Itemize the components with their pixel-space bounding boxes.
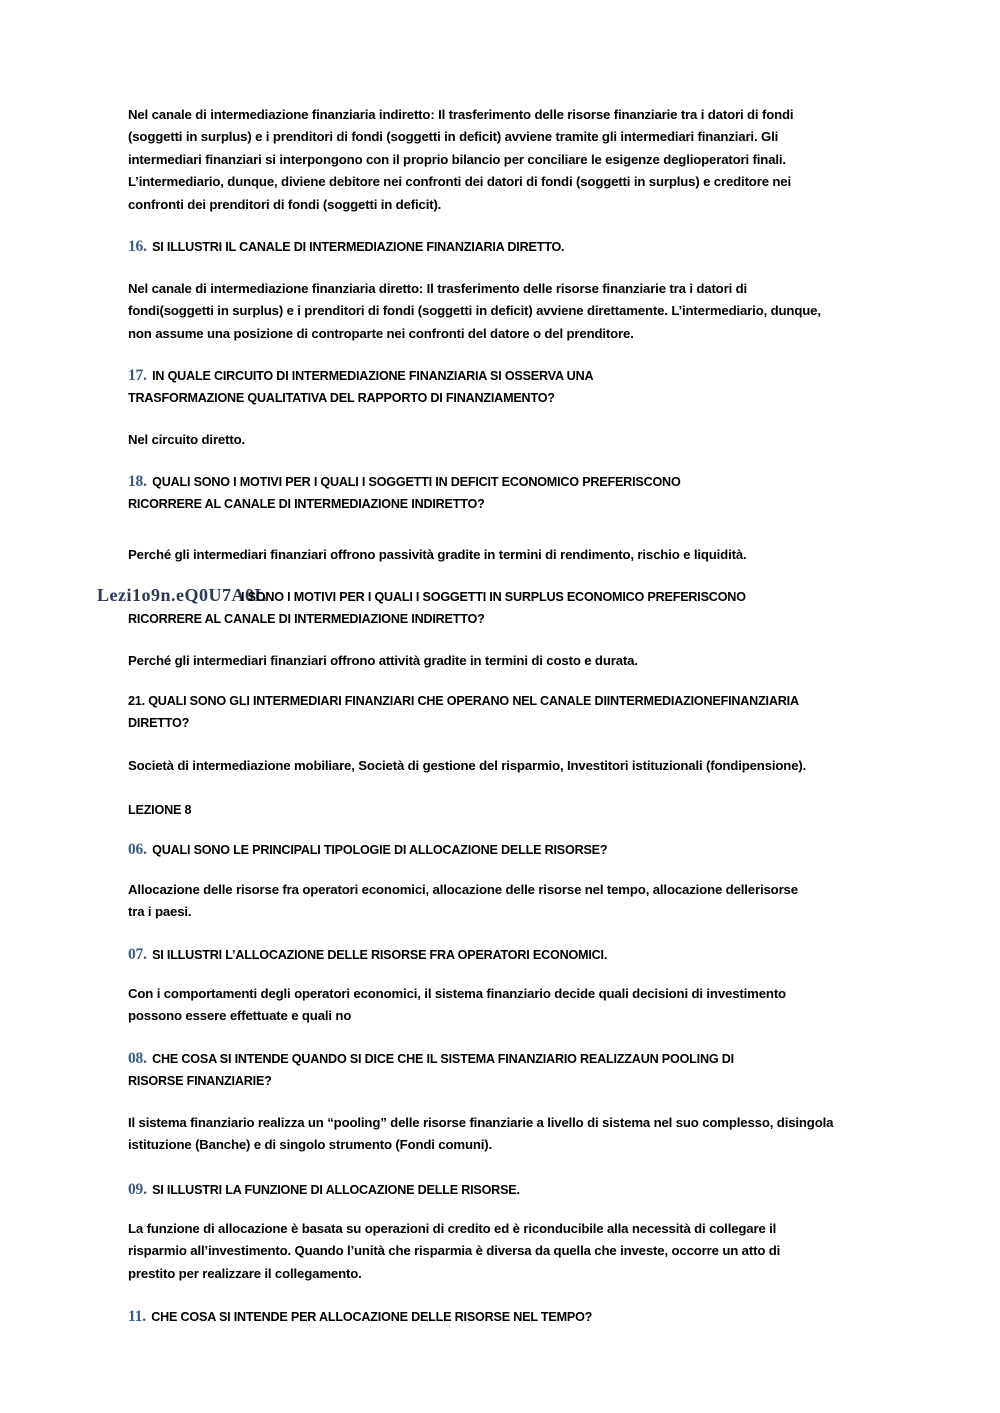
answer-08 <box>128 1112 888 1157</box>
question-text: CHE COSA SI INTENDE QUANDO SI DICE CHE IL SISTEMA FINANZIARIO REALIZZAUN POOLING DI <box>152 1052 734 1066</box>
text-line: non assume una posizione di controparte nei confronti del datore o del prenditore. <box>128 325 634 341</box>
question-text: SI ILLUSTRI L’ALLOCAZIONE DELLE RISORSE FRA OPERATORI ECONOMICI. <box>152 948 608 962</box>
text-line: Con i comportamenti degli operatori economici, il sistema finanziario decide quali decisioni di investimento <box>128 986 786 1001</box>
question-text: 21. QUALI SONO GLI INTERMEDIARI FINANZIARI CHE OPERANO NEL CANALE DIINTERMEDIAZIONEFINANZIARIA <box>128 694 799 708</box>
answer-06 <box>128 879 888 924</box>
question-16 <box>128 236 888 258</box>
answer-09 <box>128 1218 888 1285</box>
question-number: 07. <box>128 946 147 963</box>
text-line: Nel canale di intermediazione finanziaria indiretto: Il trasferimento delle risorse finanziarie tra i datori di fondi <box>128 107 794 122</box>
text-line: confronti dei prenditori di fondi (soggetti in deficit). <box>128 196 442 212</box>
text-line: fondi(soggetti in surplus) e i prenditori di fondi (soggetti in deficit) avviene direttamente. L’intermediario, dunque, <box>128 303 821 319</box>
question-text: IN QUALE CIRCUITO DI INTERMEDIAZIONE FINANZIARIA SI OSSERVA UNA <box>152 369 594 383</box>
question-text: RICORRERE AL CANALE DI INTERMEDIAZIONE INDIRETTO? <box>128 612 485 626</box>
garbled-header-overlay: Lezi1o9n.eQ0U7A0L <box>97 585 267 605</box>
question-21 <box>128 690 888 735</box>
question-11 <box>128 1306 888 1328</box>
question-17 <box>128 365 888 410</box>
text-line: Società di intermediazione mobiliare, Società di gestione del risparmio, Investitori istituzionali (fondipensione). <box>128 758 807 773</box>
question-09 <box>128 1179 888 1201</box>
question-07 <box>128 944 888 966</box>
question-19-cont <box>128 608 888 630</box>
text-line: tra i paesi. <box>128 904 192 920</box>
text-line: Il sistema finanziario realizza un “pooling” delle risorse finanziarie a livello di sistema nel suo complesso, disingola <box>128 1115 834 1130</box>
text-line: L’intermediario, dunque, diviene debitore nei confronti dei datori di fondi (soggetti in surplus) e creditore nei <box>128 174 791 190</box>
question-number: 18. <box>128 473 147 490</box>
question-text: CHE COSA SI INTENDE PER ALLOCAZIONE DELLE RISORSE NEL TEMPO? <box>151 1310 593 1324</box>
question-text: RISORSE FINANZIARIE? <box>128 1074 272 1089</box>
text-line: Perché gli intermediari finanziari offrono attività gradite in termini di costo e durata. <box>128 653 638 668</box>
paragraph-indirect-channel <box>128 104 888 216</box>
text-line: Perché gli intermediari finanziari offrono passività gradite in termini di rendimento, rischio e liquidità. <box>128 547 747 562</box>
question-08 <box>128 1048 888 1093</box>
answer-18 <box>128 544 888 566</box>
question-number: 06. <box>128 841 147 858</box>
question-text: SI ILLUSTRI IL CANALE DI INTERMEDIAZIONE FINANZIARIA DIRETTO. <box>152 240 565 254</box>
text-line: Nel canale di intermediazione finanziaria diretto: Il trasferimento delle risorse finanziarie tra i datori di <box>128 281 748 296</box>
question-06 <box>128 839 888 861</box>
text-line: Nel circuito diretto. <box>128 432 246 447</box>
question-number: 17. <box>128 367 147 384</box>
text-line: La funzione di allocazione è basata su operazioni di credito ed è riconducibile alla necessità di collegare il <box>128 1221 777 1236</box>
question-number: 16. <box>128 238 147 255</box>
text-line: risparmio all’investimento. Quando l’unità che risparmia è diversa da quella che investe, occorre un atto di <box>128 1243 781 1259</box>
text-line: Allocazione delle risorse fra operatori economici, allocazione delle risorse nel tempo, allocazione dellerisorse <box>128 882 798 897</box>
answer-21 <box>128 755 888 777</box>
text-line: intermediari finanziari si interpongono con il proprio bilancio per conciliare le esigenze deglioperatori finali. <box>128 151 786 167</box>
question-text: SI ILLUSTRI LA FUNZIONE DI ALLOCAZIONE DELLE RISORSE. <box>152 1183 520 1197</box>
question-18 <box>128 471 888 516</box>
answer-17 <box>128 429 888 451</box>
question-text: DIRETTO? <box>128 716 190 731</box>
text-line: (soggetti in surplus) e i prenditori di fondi (soggetti in deficit) avviene tramite gli intermediari finanziari. Gli <box>128 129 779 145</box>
answer-07 <box>128 983 888 1028</box>
question-19 <box>241 586 881 608</box>
question-number: 08. <box>128 1050 147 1067</box>
question-text: QUALI SONO I MOTIVI PER I QUALI I SOGGETTI IN DEFICIT ECONOMICO PREFERISCONO <box>152 475 681 489</box>
answer-16 <box>128 278 888 345</box>
question-text: RICORRERE AL CANALE DI INTERMEDIAZIONE INDIRETTO? <box>128 497 485 512</box>
question-number: 09. <box>128 1181 147 1198</box>
question-text: TRASFORMAZIONE QUALITATIVA DEL RAPPORTO DI FINANZIAMENTO? <box>128 391 555 406</box>
question-number: 11. <box>128 1308 146 1325</box>
question-text: QUALI SONO LE PRINCIPALI TIPOLOGIE DI ALLOCAZIONE DELLE RISORSE? <box>152 843 608 857</box>
text-line: istituzione (Banche) e di singolo strumento (Fondi comuni). <box>128 1137 493 1153</box>
text-line: prestito per realizzare il collegamento. <box>128 1265 362 1281</box>
answer-19 <box>128 650 888 672</box>
text-line: possono essere effettuate e quali no <box>128 1008 352 1024</box>
question-text: I SONO I MOTIVI PER I QUALI I SOGGETTI IN SURPLUS ECONOMICO PREFERISCONO <box>241 590 746 604</box>
lesson-heading: LEZIONE 8 <box>128 803 192 817</box>
